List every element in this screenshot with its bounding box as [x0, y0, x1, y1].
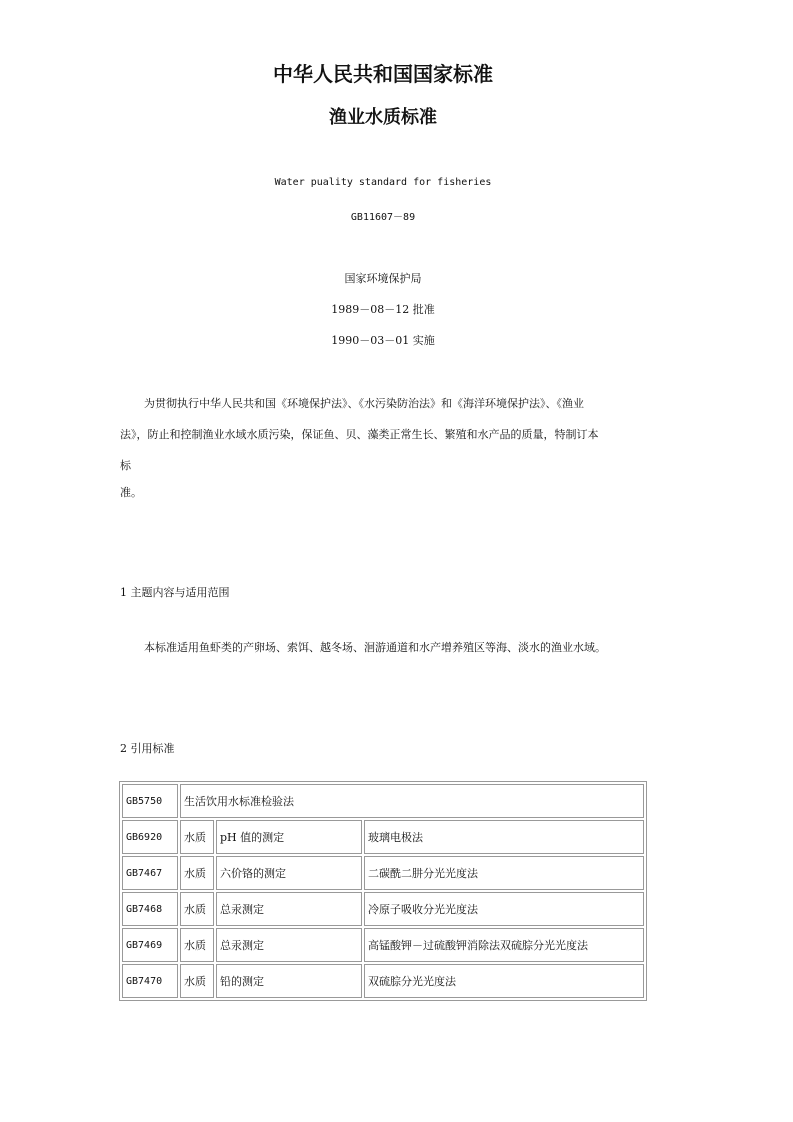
table-row [122, 784, 644, 818]
ref-title: 生活饮用水标准检验法 [180, 784, 644, 818]
approval-date: 1989－08－12 批准 [331, 303, 435, 316]
ref-item: pH 值的测定 [216, 820, 362, 854]
table-row [122, 856, 644, 890]
ref-method: 高锰酸钾－过硫酸钾消除法双硫腙分光光度法 [364, 928, 644, 962]
table-row [122, 964, 644, 998]
section-2-heading: 2 引用标准 [120, 742, 175, 755]
references-table [119, 781, 647, 1001]
ref-code: GB7469 [122, 928, 178, 962]
section-1-heading: 1 主题内容与适用范围 [120, 586, 230, 599]
english-title: Water puality standard for fisheries [274, 177, 492, 188]
ref-method: 双硫腙分光光度法 [364, 964, 644, 998]
table-row [122, 820, 644, 854]
standard-number: GB11607－89 [350, 212, 416, 223]
ref-item: 总汞测定 [216, 892, 362, 926]
intro-line: 准。 [120, 486, 142, 499]
ref-item: 铅的测定 [216, 964, 362, 998]
ref-category: 水质 [180, 820, 214, 854]
document-title: 中华人民共和国国家标准 [273, 62, 493, 86]
ref-item: 六价铬的测定 [216, 856, 362, 890]
table-row [122, 928, 644, 962]
ref-category: 水质 [180, 928, 214, 962]
ref-code: GB7467 [122, 856, 178, 890]
intro-paragraph [120, 388, 648, 508]
ref-item: 总汞测定 [216, 928, 362, 962]
ref-method: 冷原子吸收分光光度法 [364, 892, 644, 926]
issuer: 国家环境保护局 [344, 272, 422, 285]
document-subtitle: 渔业水质标准 [329, 107, 437, 128]
ref-code: GB5750 [122, 784, 178, 818]
ref-method: 玻璃电极法 [364, 820, 644, 854]
ref-code: GB6920 [122, 820, 178, 854]
ref-category: 水质 [180, 892, 214, 926]
table-row [122, 892, 644, 926]
intro-line: 标 [120, 459, 131, 472]
ref-method: 二碳酰二肼分光光度法 [364, 856, 644, 890]
effective-date: 1990－03－01 实施 [331, 334, 435, 347]
intro-line: 为贯彻执行中华人民共和国《环境保护法》、《水污染防治法》和《海洋环境保护法》、《渔业 [144, 397, 584, 410]
ref-category: 水质 [180, 856, 214, 890]
ref-code: GB7470 [122, 964, 178, 998]
ref-category: 水质 [180, 964, 214, 998]
intro-line: 法》，防止和控制渔业水域水质污染，保证鱼、贝、藻类正常生长、繁殖和水产品的质量，特制订本 [120, 428, 599, 441]
ref-code: GB7468 [122, 892, 178, 926]
section-1-text: 本标准适用鱼虾类的产卵场、索饵、越冬场、洄游通道和水产增养殖区等海、淡水的渔业水域。 [144, 641, 606, 654]
